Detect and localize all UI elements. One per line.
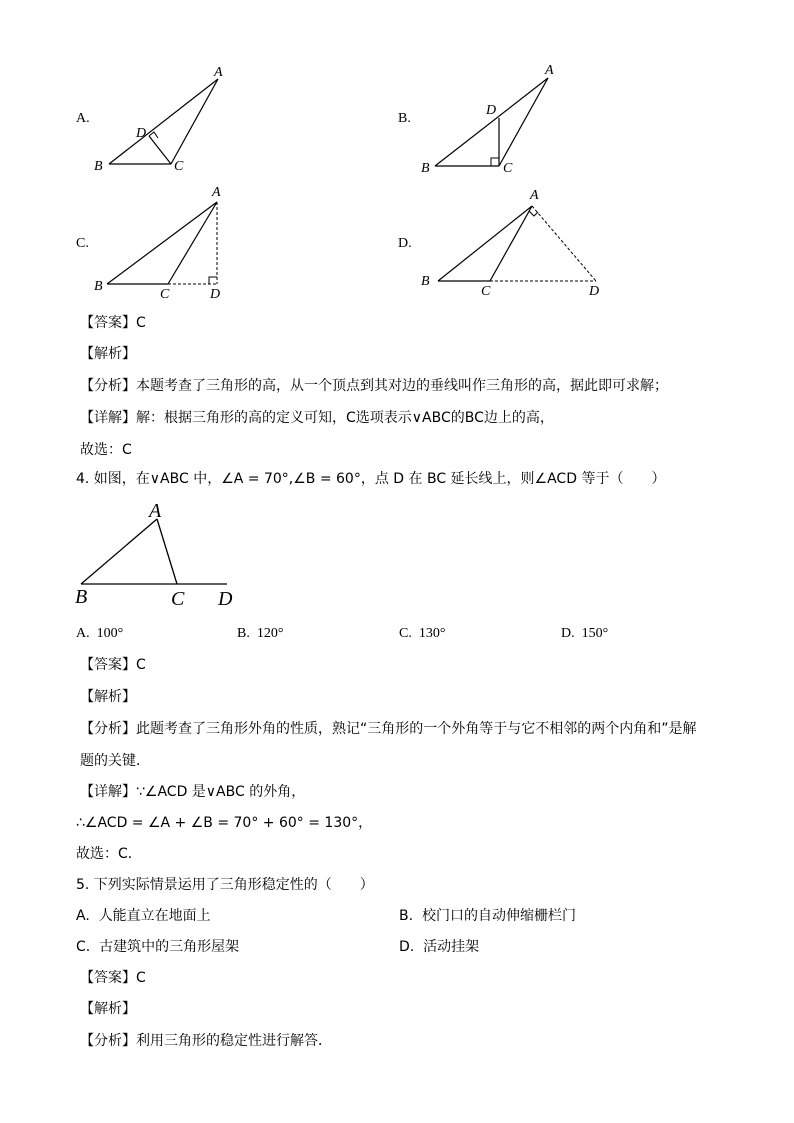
figure-q4 — [70, 498, 250, 613]
label-C: C — [174, 159, 184, 174]
label-D: D — [136, 126, 147, 141]
label-B: B — [75, 586, 88, 608]
label-B: B — [421, 161, 430, 176]
q4-detail-line2: ∴∠ACD = ∠A + ∠B = 70° + 60° = 130°， — [76, 815, 373, 831]
q5-option-a-letter: A. — [76, 908, 90, 924]
q5-option-b-text: 校门口的自动伸缩栅栏门 — [421, 908, 576, 924]
q4-option-d-value: 150° — [581, 626, 609, 641]
q5-option-a[interactable] — [76, 907, 211, 925]
q4-analysis-line1: 【分析】此题考查了三角形外角的性质，熟记“三角形的一个外角等于与它不相邻的两个内角和”是解 — [80, 721, 697, 737]
q3-choose: 故选：C — [80, 442, 132, 458]
label-A: A — [149, 500, 162, 522]
option-b-letter: B. — [398, 111, 411, 126]
option-a-letter: A. — [76, 111, 90, 126]
q4-option-b[interactable] — [237, 626, 283, 642]
q4-choose: 故选：C． — [76, 846, 142, 862]
option-c-letter: C. — [76, 236, 89, 251]
figure-option-a — [90, 60, 240, 180]
q3-answer: 【答案】C — [80, 315, 146, 331]
label-C: C — [160, 287, 170, 302]
label-C: C — [481, 284, 491, 299]
q4-answer: 【答案】C — [80, 657, 146, 673]
label-A: A — [212, 185, 221, 200]
label-B: B — [94, 159, 103, 174]
label-A: A — [530, 188, 539, 203]
q5-option-a-text: 人能直立在地面上 — [98, 908, 211, 924]
label-A: A — [214, 65, 223, 80]
q5-option-c[interactable] — [76, 938, 239, 956]
label-B: B — [94, 279, 103, 294]
q4-analysis-line2: 题的关键． — [80, 753, 150, 769]
label-B: B — [421, 274, 430, 289]
q3-analysis-heading: 【解析】 — [80, 346, 136, 362]
q4-analysis-heading: 【解析】 — [80, 689, 136, 705]
q5-option-c-letter: C. — [76, 939, 91, 955]
label-D: D — [486, 103, 497, 118]
q4-detail-line1: 【详解】∵∠ACD 是∨ABC 的外角， — [80, 784, 306, 800]
q3-detail: 【详解】解：根据三角形的高的定义可知，C选项表示∨ABC的BC边上的高， — [80, 410, 554, 426]
q4-option-a-letter: A. — [76, 626, 90, 641]
q5-analysis-heading: 【解析】 — [80, 1001, 136, 1017]
q5-option-d-letter: D. — [399, 939, 415, 955]
q5-answer: 【答案】C — [80, 970, 146, 986]
label-C: C — [171, 588, 185, 610]
figure-option-b — [415, 58, 575, 183]
q4-option-d-letter: D. — [561, 626, 575, 641]
q4-option-b-letter: B. — [237, 626, 250, 641]
q5-option-b-letter: B. — [399, 908, 414, 924]
label-D: D — [210, 287, 221, 302]
figure-option-c — [90, 182, 240, 302]
label-C: C — [503, 161, 513, 176]
figure-option-d — [415, 183, 615, 303]
q4-option-d[interactable] — [561, 626, 608, 642]
option-d-letter: D. — [398, 236, 412, 251]
q5-option-b[interactable] — [399, 907, 576, 925]
q5-stem: 5. 下列实际情景运用了三角形稳定性的（ ） — [76, 877, 374, 893]
q4-option-b-value: 120° — [256, 626, 284, 641]
q4-option-a[interactable] — [76, 626, 123, 642]
label-A: A — [545, 63, 554, 78]
q5-analysis: 【分析】利用三角形的稳定性进行解答． — [80, 1033, 332, 1049]
label-D: D — [589, 284, 600, 299]
q5-option-d[interactable] — [399, 938, 479, 956]
q5-option-d-text: 活动挂架 — [423, 939, 480, 955]
q4-option-c-letter: C. — [399, 626, 412, 641]
q4-stem: 4. 如图，在∨ABC 中，∠A = 70°,∠B = 60°，点 D 在 BC 延长线上，则∠ACD 等于（ ） — [76, 471, 666, 487]
label-D: D — [218, 588, 233, 610]
q4-option-c[interactable] — [399, 626, 445, 642]
q3-analysis: 【分析】本题考查了三角形的高，从一个顶点到其对边的垂线叫作三角形的高，据此即可求解； — [80, 378, 668, 394]
q4-option-a-value: 100° — [96, 626, 124, 641]
q4-option-c-value: 130° — [418, 626, 446, 641]
q5-option-c-text: 古建筑中的三角形屋架 — [99, 939, 240, 955]
